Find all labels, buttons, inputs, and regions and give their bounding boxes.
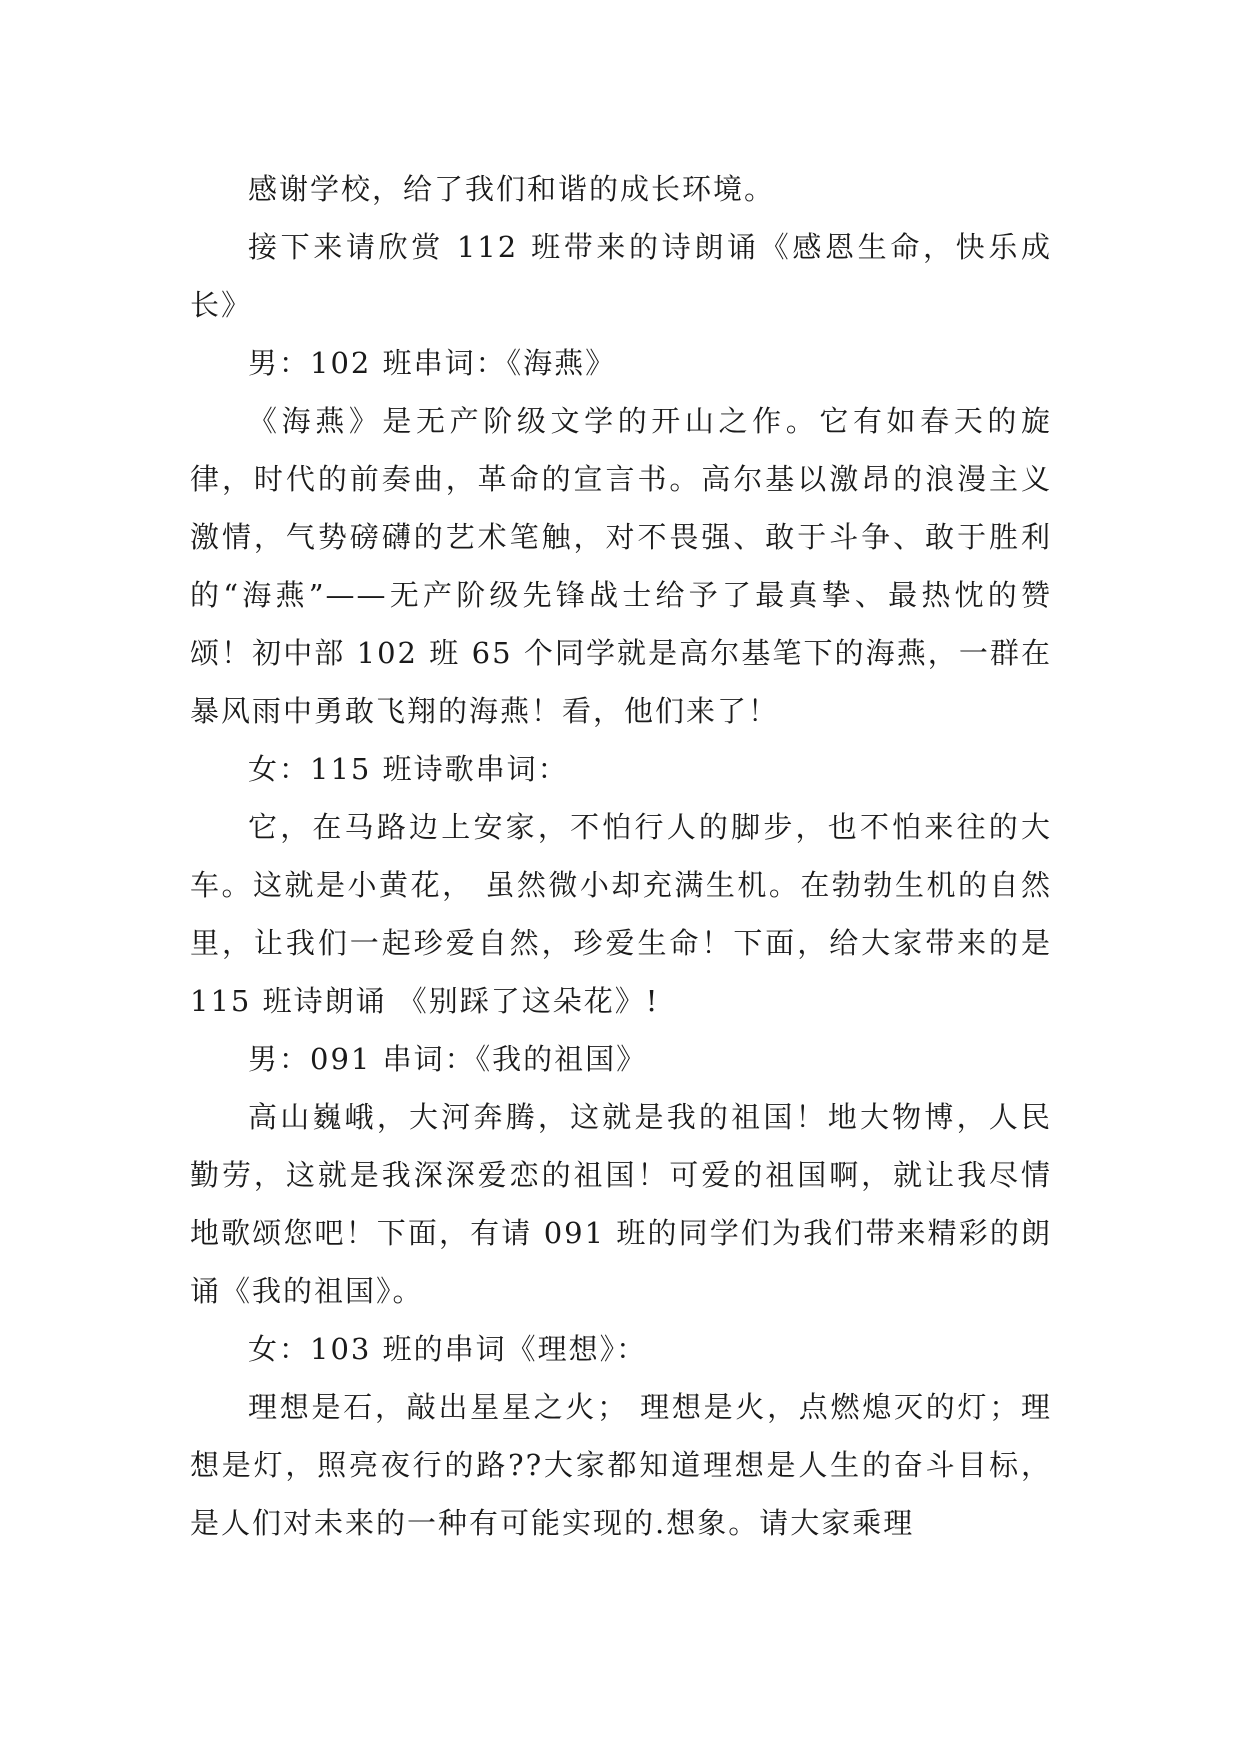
paragraph-091-text: 高山巍峨，大河奔腾，这就是我的祖国！地大物博，人民勤劳，这就是我深深爱恋的祖国！可爱的祖国啊，就让我尽情地歌颂您吧！下面，有请 091 班的同学们为我们带来精彩的朗诵《我的祖国》。 xyxy=(190,1100,1052,1308)
paragraph-intro-112: 接下来请欣赏 112 班带来的诗朗诵《感恩生命，快乐成长》 xyxy=(190,230,1052,322)
paragraph-103-text: 理想是石，敲出星星之火； 理想是火，点燃熄灭的灯；理想是灯，照亮夜行的路??大家都知道理想是人生的奋斗目标，是人们对未来的一种有可能实现的.想象。请大家乘理 xyxy=(190,1390,1052,1540)
paragraph-haiyan-text: 《海燕》是无产阶级文学的开山之作。它有如春天的旋律，时代的前奏曲，革命的宣言书。高尔基以激昂的浪漫主义激情，气势磅礴的艺术笔触，对不畏强、敢于斗争、敢于胜利的“海燕”——无产阶级先锋战士给予了最真挚、最热忱的赞颂！初中部 102 班 65 个同学就是高尔基笔下的海燕，一群在暴风雨中勇敢飞翔的海燕！看，他们来了！ xyxy=(190,404,1052,728)
paragraph-female-103-heading: 女：103 班的串词《理想》： xyxy=(248,1332,648,1366)
paragraph-male-102-heading: 男：102 班串词：《海燕》 xyxy=(248,346,617,380)
paragraph-115-text: 它，在马路边上安家，不怕行人的脚步，也不怕来往的大车。这就是小黄花， 虽然微小却充满生机。在勃勃生机的自然里，让我们一起珍爱自然，珍爱生命！下面，给大家带来的是 115 班诗朗诵 《别踩了这朵花》! xyxy=(190,810,1052,1018)
paragraph-female-115-heading: 女：115 班诗歌串词： xyxy=(248,752,569,786)
document-body xyxy=(190,160,1052,1552)
paragraph-male-091-heading: 男：091 串词：《我的祖国》 xyxy=(248,1042,648,1076)
paragraph-thanks-school: 感谢学校，给了我们和谐的成长环境。 xyxy=(248,172,776,206)
